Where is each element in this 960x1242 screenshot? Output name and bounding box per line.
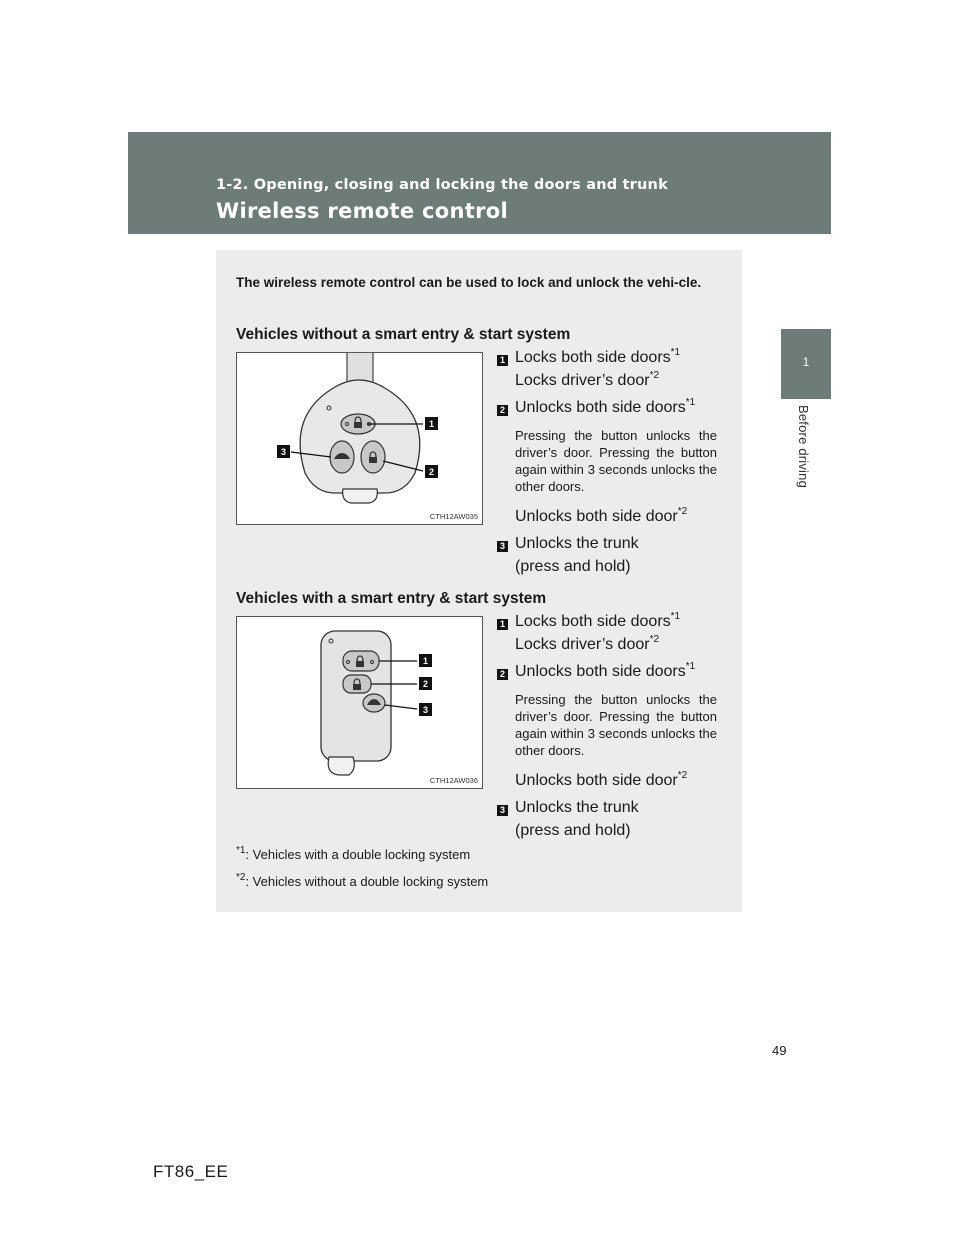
chapter-tab-label: Before driving <box>796 405 811 489</box>
item-text: Unlocks the trunk <box>515 535 639 552</box>
item-number-badge: 3 <box>497 541 508 552</box>
item-text: Unlocks the trunk <box>515 799 639 816</box>
footnote-mark: *1 <box>670 346 681 358</box>
list-item <box>497 346 717 392</box>
document-code: FT86_EE <box>153 1162 229 1181</box>
svg-text:3: 3 <box>280 447 287 457</box>
footnote-mark: *2 <box>236 871 246 883</box>
smart-key-illustration <box>237 617 482 788</box>
intro-text: The wireless remote control can be used to lock and unlock the vehi-cle. <box>236 275 702 290</box>
footnote-mark: *1 <box>685 660 696 672</box>
item-text: Unlocks both side door <box>515 772 678 789</box>
footnote-mark: *2 <box>677 505 688 517</box>
list-item <box>497 610 717 656</box>
item-text: (press and hold) <box>515 822 631 839</box>
smart-key-figure <box>236 616 483 789</box>
section-heading-without-smart-entry: Vehicles without a smart entry & start system <box>236 326 571 343</box>
chapter-tab-number: 1 <box>802 355 810 369</box>
item-text: Locks both side doors <box>515 349 671 366</box>
section-heading-with-smart-entry: Vehicles with a smart entry & start system <box>236 590 547 607</box>
button-list <box>497 346 717 582</box>
footnote-text: : Vehicles without a double locking system <box>245 874 489 889</box>
item-number-badge: 1 <box>497 619 508 630</box>
footnote-mark: *2 <box>677 769 688 781</box>
item-text: Locks both side doors <box>515 613 671 630</box>
item-number-badge: 1 <box>497 355 508 366</box>
footnote <box>236 871 489 889</box>
item-number-badge: 2 <box>497 669 508 680</box>
key-remote-illustration <box>237 353 482 524</box>
item-text: (press and hold) <box>515 558 631 575</box>
footnote-mark: *1 <box>236 844 246 856</box>
svg-text:1: 1 <box>428 419 435 429</box>
item-text: Unlocks both side doors <box>515 663 686 680</box>
footnote-mark: *1 <box>670 610 681 622</box>
svg-text:3: 3 <box>422 705 429 715</box>
item-number-badge: 3 <box>497 805 508 816</box>
chapter-header <box>128 132 831 234</box>
list-item <box>497 660 717 792</box>
item-text: Unlocks both side doors <box>515 399 686 416</box>
figure-caption: CTH12AW036 <box>429 776 478 785</box>
button-list <box>497 610 717 846</box>
list-item <box>497 532 717 578</box>
chapter-tab[interactable] <box>781 329 831 399</box>
content-box <box>216 250 742 912</box>
page-number: 49 <box>772 1043 787 1058</box>
key-remote-figure <box>236 352 483 525</box>
list-item <box>497 396 717 528</box>
item-text: Unlocks both side door <box>515 508 678 525</box>
item-text: Locks driver’s door <box>515 372 650 389</box>
svg-text:2: 2 <box>428 467 435 477</box>
list-item <box>497 796 717 842</box>
item-note: Pressing the button unlocks the driver’s door. Pressing the button again within 3 seconds unlocks the other doors. <box>515 428 717 494</box>
svg-text:2: 2 <box>422 679 429 689</box>
footnote-mark: *2 <box>649 369 660 381</box>
item-text: Locks driver’s door <box>515 636 650 653</box>
footnote <box>236 844 471 862</box>
item-note: Pressing the button unlocks the driver’s door. Pressing the button again within 3 seconds unlocks the other doors. <box>515 692 717 758</box>
page-title: Wireless remote control <box>216 199 508 223</box>
item-number-badge: 2 <box>497 405 508 416</box>
svg-text:1: 1 <box>422 656 429 666</box>
footnote-mark: *1 <box>685 396 696 408</box>
section-title: 1-2. Opening, closing and locking the doors and trunk <box>216 177 668 193</box>
figure-caption: CTH12AW035 <box>429 512 478 521</box>
footnote-mark: *2 <box>649 633 660 645</box>
footnote-text: : Vehicles with a double locking system <box>245 847 471 862</box>
